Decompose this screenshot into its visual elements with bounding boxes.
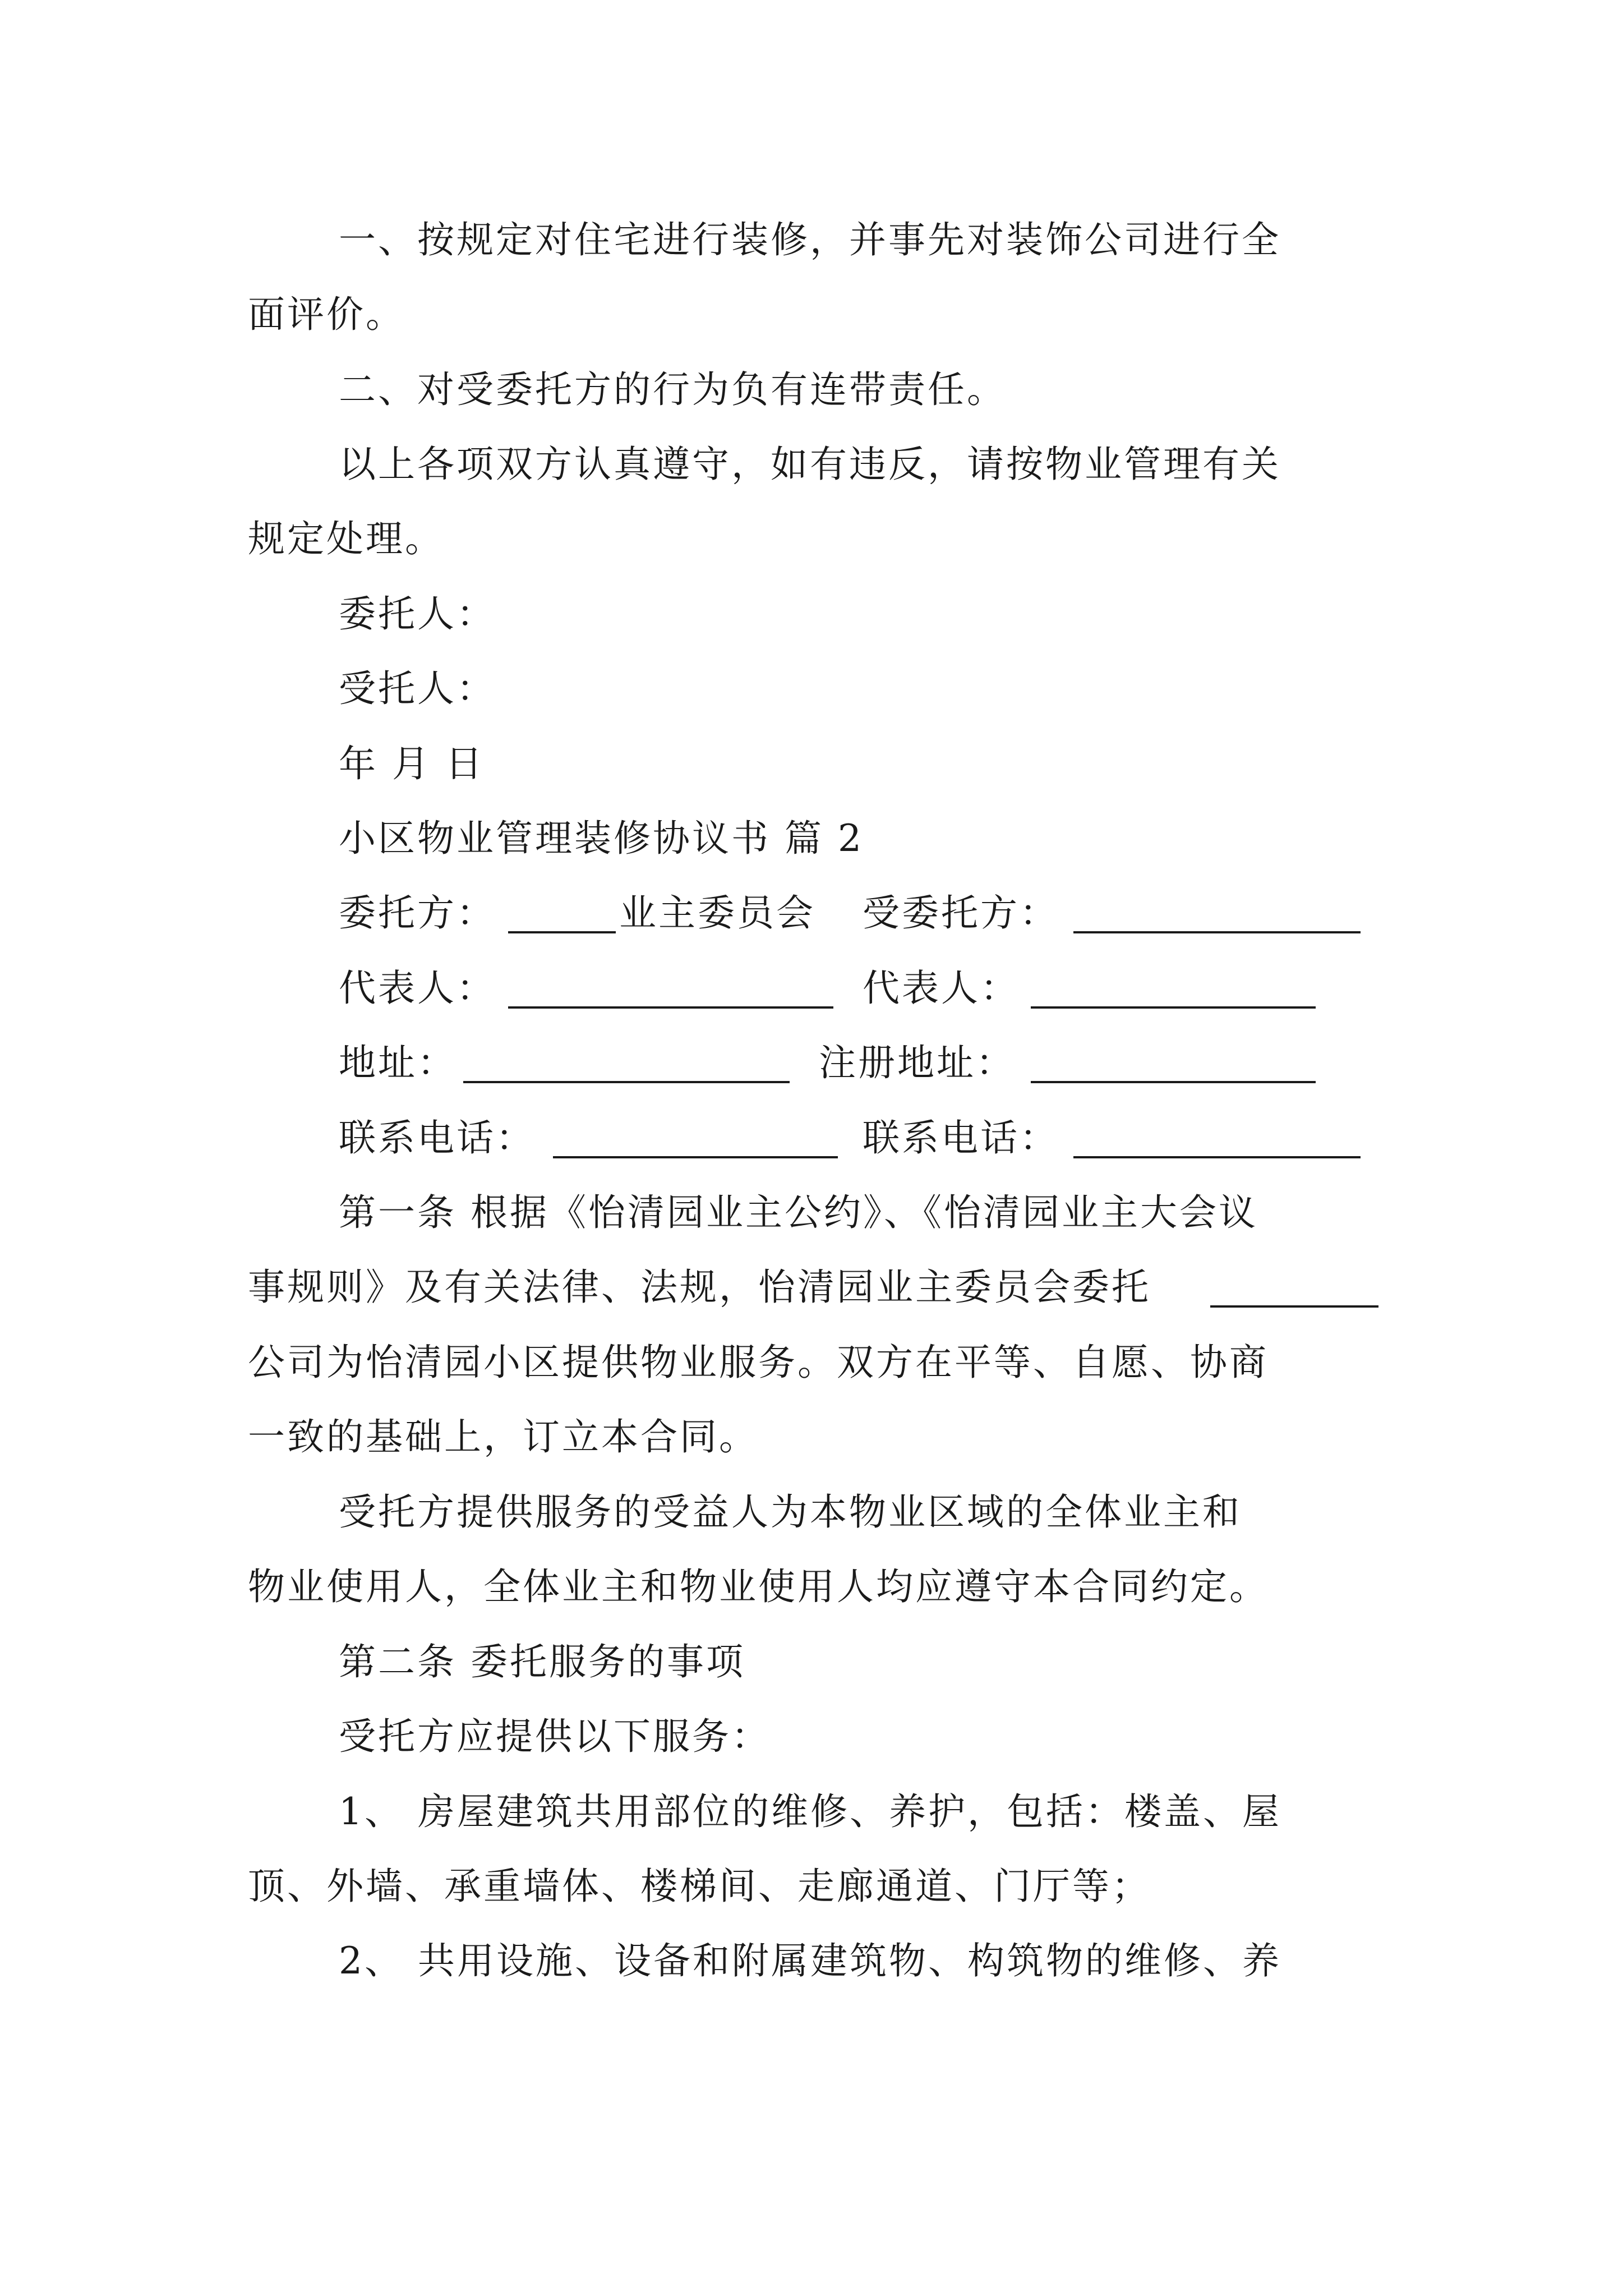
beneficiary-line: 受托方提供服务的受益人为本物业区域的全体业主和 xyxy=(339,1490,1242,1534)
registered-address-label: 注册地址： xyxy=(819,1041,1015,1084)
principal-party-blank xyxy=(508,931,616,933)
principal-rep-label: 代表人： xyxy=(339,967,496,1010)
agent-phone-blank xyxy=(1073,1156,1361,1158)
representative-row xyxy=(0,963,1623,1014)
beneficiary-line: 物业使用人，全体业主和物业使用人均应遵守本合同约定。 xyxy=(248,1565,1269,1608)
principal-rep-blank xyxy=(508,1006,833,1009)
article-2-title: 第二条 委托服务的事项 xyxy=(339,1640,745,1683)
principal-address-blank xyxy=(463,1081,790,1083)
date-line: 年 月 日 xyxy=(339,742,485,785)
principal-phone-blank xyxy=(553,1156,838,1158)
principal-party-label: 委托方： xyxy=(339,891,496,935)
phone-row xyxy=(0,1113,1623,1163)
paragraph-line: 以上各项双方认真遵守，如有违反，请按物业管理有关 xyxy=(339,443,1281,486)
article-1-line: 第一条 根据《怡清园业主公约》、《怡清园业主大会议 xyxy=(339,1191,1258,1234)
principal-signature-label: 委托人： xyxy=(339,592,496,636)
paragraph-line: 规定处理。 xyxy=(248,517,444,560)
registered-address-blank xyxy=(1031,1081,1316,1083)
paragraph-line: 二、对受委托方的行为负有连带责任。 xyxy=(339,368,1006,411)
principal-address-label: 地址： xyxy=(339,1041,457,1084)
agent-signature-label: 受托人： xyxy=(339,667,496,710)
address-row xyxy=(0,1038,1623,1088)
article-1-company-blank xyxy=(1210,1305,1378,1308)
article-1-line: 公司为怡清园小区提供物业服务。双方在平等、自愿、协商 xyxy=(248,1341,1269,1384)
agent-party-blank xyxy=(1073,931,1361,933)
party-row xyxy=(0,888,1623,938)
agent-rep-blank xyxy=(1031,1006,1316,1009)
article-2-intro: 受托方应提供以下服务： xyxy=(339,1715,771,1758)
agent-phone-label: 联系电话： xyxy=(863,1116,1059,1159)
service-item-1-cont: 顶、外墙、承重墙体、楼梯间、走廊通道、门厅等； xyxy=(248,1865,1151,1908)
agent-party-label: 受委托方： xyxy=(863,891,1059,935)
service-item-1: 1、 房屋建筑共用部位的维修、养护，包括：楼盖、屋 xyxy=(339,1790,1281,1833)
service-item-2: 2、 共用设施、设备和附属建筑物、构筑物的维修、养 xyxy=(339,1939,1281,1982)
article-1-line: 事规则》及有关法律、法规，怡清园业主委员会委托 xyxy=(248,1266,1151,1309)
article-1-line: 一致的基础上，订立本合同。 xyxy=(248,1415,758,1458)
paragraph-line: 面评价。 xyxy=(248,293,405,336)
owners-committee-label: 业主委员会 xyxy=(619,891,815,935)
section-title: 小区物业管理装修协议书 篇 2 xyxy=(339,817,864,860)
principal-phone-label: 联系电话： xyxy=(339,1116,535,1159)
agent-rep-label: 代表人： xyxy=(863,967,1020,1010)
paragraph-line: 一、按规定对住宅进行装修，并事先对装饰公司进行全 xyxy=(339,218,1281,261)
